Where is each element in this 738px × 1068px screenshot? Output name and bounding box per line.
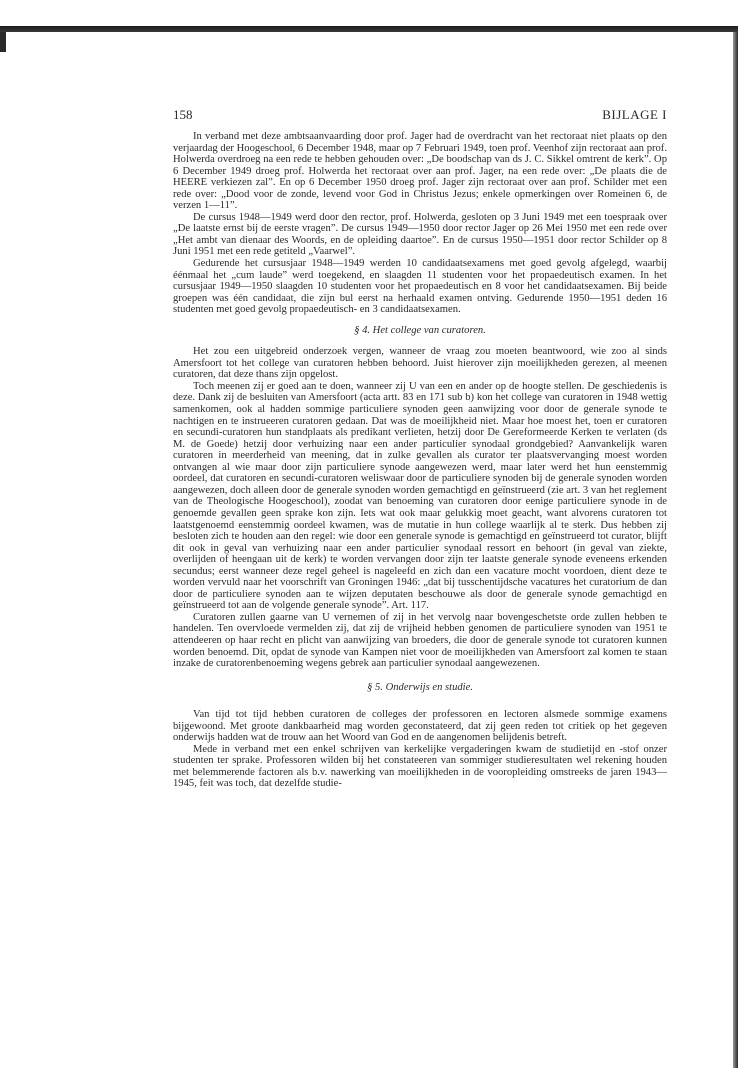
running-head: BIJLAGE I	[602, 107, 667, 122]
paragraph: De cursus 1948—1949 werd door den rector, prof. Holwerda, gesloten op 3 Juni 1949 met een toespraak over „De laatste ernst bij de eerste vragen”. De cursus 1949—1950 door rector Jager op 26 Mei 1950 met een rede over „Het ambt van dienaar des Woords, en de opleiding daartoe”. En de cursus 1950—1951 door rector Schilder op 8 Juni 1951 met een rede getiteld „Vaarwel”.	[173, 211, 667, 258]
paragraph: Gedurende het cursusjaar 1948—1949 werden 10 candidaatsexamens met goed gevolg afgelegd, waarbij éénmaal het „cum laude” werd toegekend, en slaagden 11 studenten voor het propaedeutisch examen. In het cursusjaar 1949—1950 slaagden 10 studenten voor het propaedeutisch en 8 voor het candidaatsexamen. Bij beide groepen was één candidaat, die zijn bul eerst na herhaald examen ontving. Gedurende 1950—1951 deden 16 studenten met goed gevolg propaedeutisch- en 3 candidaatsexamen.	[173, 258, 667, 316]
paragraph: Mede in verband met een enkel schrijven van kerkelijke vergaderingen kwam de studietijd en -stof onzer studenten ter sprake. Professoren wilden bij het constateeren van sommiger studieresultaten wel rekening houden met belemmerende factoren als b.v. nawerking van moeilijkheden in de vooropleiding omstreeks de jaren 1943—1945, feit was toch, dat dezelfde studie-	[173, 743, 667, 790]
paragraph: Het zou een uitgebreid onderzoek vergen, wanneer de vraag zou moeten beantwoord, wie zoo al sinds Amersfoort tot het college van curatoren hebben behoord. Juist hierover zijn moeilijkheden gerezen, al meenen curatoren, dat deze thans zijn opgelost.	[173, 346, 667, 381]
section-heading-onderwijs: § 5. Onderwijs en studie.	[367, 681, 473, 693]
scan-border-right	[733, 32, 738, 1068]
section-heading-curatoren: § 4. Het college van curatoren.	[354, 324, 486, 336]
page-number: 158	[173, 107, 193, 122]
page-header	[173, 107, 667, 123]
scan-border-top	[0, 26, 738, 32]
scan-border-left	[0, 32, 6, 52]
paragraph: In verband met deze ambtsaanvaarding door prof. Jager had de overdracht van het rectoraat niet plaats op den verjaardag der Hoogeschool, 6 December 1948, maar op 7 Februari 1949, toen prof. Veenhof zijn rectoraat aan prof. Holwerda overdroeg na een rede te hebben gehouden over: „De boodschap van ds J. C. Sikkel omtrent de kerk”. Op 6 December 1949 droeg prof. Holwerda het rectoraat over aan prof. Jager, na een rede over: „De plaats die de HEERE verkiezen zal”. En op 6 December 1950 droeg prof. Jager zijn rectoraat over aan prof. Schilder met een rede over: „Dood voor de zonde, levend voor God in Christus Jezus; enkele opmerkingen over Romeinen 6, de verzen 1—11”.	[173, 131, 667, 212]
paragraph: Toch meenen zij er goed aan te doen, wanneer zij U van een en ander op de hoogte stellen. De geschiedenis is deze. Dank zij de besluiten van Amersfoort (acta artt. 83 en 171 sub b) kon het college van curatoren in 1948 wettig samenkomen, ook al hadden sommige particuliere synoden geen aanwijzing voor door de generale synode te nachtigen en te instrueeren curatoren gedaan. Dat was de moeilijkheid niet. Maar hoe moest het, toen er curatoren en secundi-curatoren hun standplaats als predikant verlieten, hetzij door De Gereformeerde Kerken te verlaten (ds M. de Goede) hetzij door verhuizing naar een ander particulier synodaal grondgebied? Aanvankelijk waren curatoren in meerderheid van meening, dat in zulke gevallen als curator ter plaatsvervanging moest worden ontvangen al wie maar door zijn particuliere synode aangewezen werd, maar later werd het hun eenstemmig oordeel, dat curatoren en secundi-curatoren weliswaar door de particuliere synoden bij de generale synoden worden aangewezen, doch alleen door de generale synoden worden gemachtigd en geïnstrueerd (zie art. 3 van het reglement van de Theologische Hoogeschool), zoodat van benoeming van curatoren door eenige particuliere synode in de genoemde gevallen geen sprake kon zijn. Iets wat ook maar gelukkig moet geacht, want alvorens curatoren tot laatstgenoemd eenstemmig oordeel kwamen, was de mutatie in hun college waarlijk al te sterk. Dus hebben zij besloten zich te houden aan den regel: wie door een generale synode is gemachtigd en geïnstrueerd tot curator, blijft dit ook in geval van verhuizing naar een ander particulier synodaal ressort en behoort (in geval van ziekte, overlijden of heengaan uit de kerk) te worden vervangen door zijn ter laatste generale synode eveneens erkenden secundus; eerst wanneer deze regel geheel is nageleefd en zich dan een vacature mocht voordoen, dient deze te worden vervuld naar het voorschrift van Groningen 1946: „dat bij tusschentijdsche vacatures het curatorium de dan door de particuliere synoden aan te wijzen deputaten beschouwe als door de generale synode gemachtigd en geïnstrueerd tot aan de volgende generale synode”. Art. 117.	[173, 380, 667, 612]
paragraph: Curatoren zullen gaarne van U vernemen of zij in het vervolg naar bovengeschetste orde zullen hebben te handelen. Ten overvloede vermelden zij, dat zij de vrijheid hebben genomen de particuliere synoden van 1951 te attendeeren op haar recht en plicht van aanwijzing van broeders, die door de generale synode tot curatoren kunnen worden benoemd. Dit, opdat de synode van Kampen niet voor de moeilijkheden van Amersfoort zal komen te staan inzake de curatorenbenoeming wegens gebrek aan particulier synodaal aangewezenen.	[173, 611, 667, 670]
body-text	[173, 131, 667, 790]
paragraph: Van tijd tot tijd hebben curatoren de colleges der professoren en lectoren alsmede sommige examens bijgewoond. Met groote dankbaarheid mag worden geconstateerd, dat zij geen reden tot critiek op het gegeven onderwijs hadden wat de trouw aan het Woord van God en de aangenomen belijdenis betreft.	[173, 709, 667, 744]
document-page	[173, 107, 667, 790]
